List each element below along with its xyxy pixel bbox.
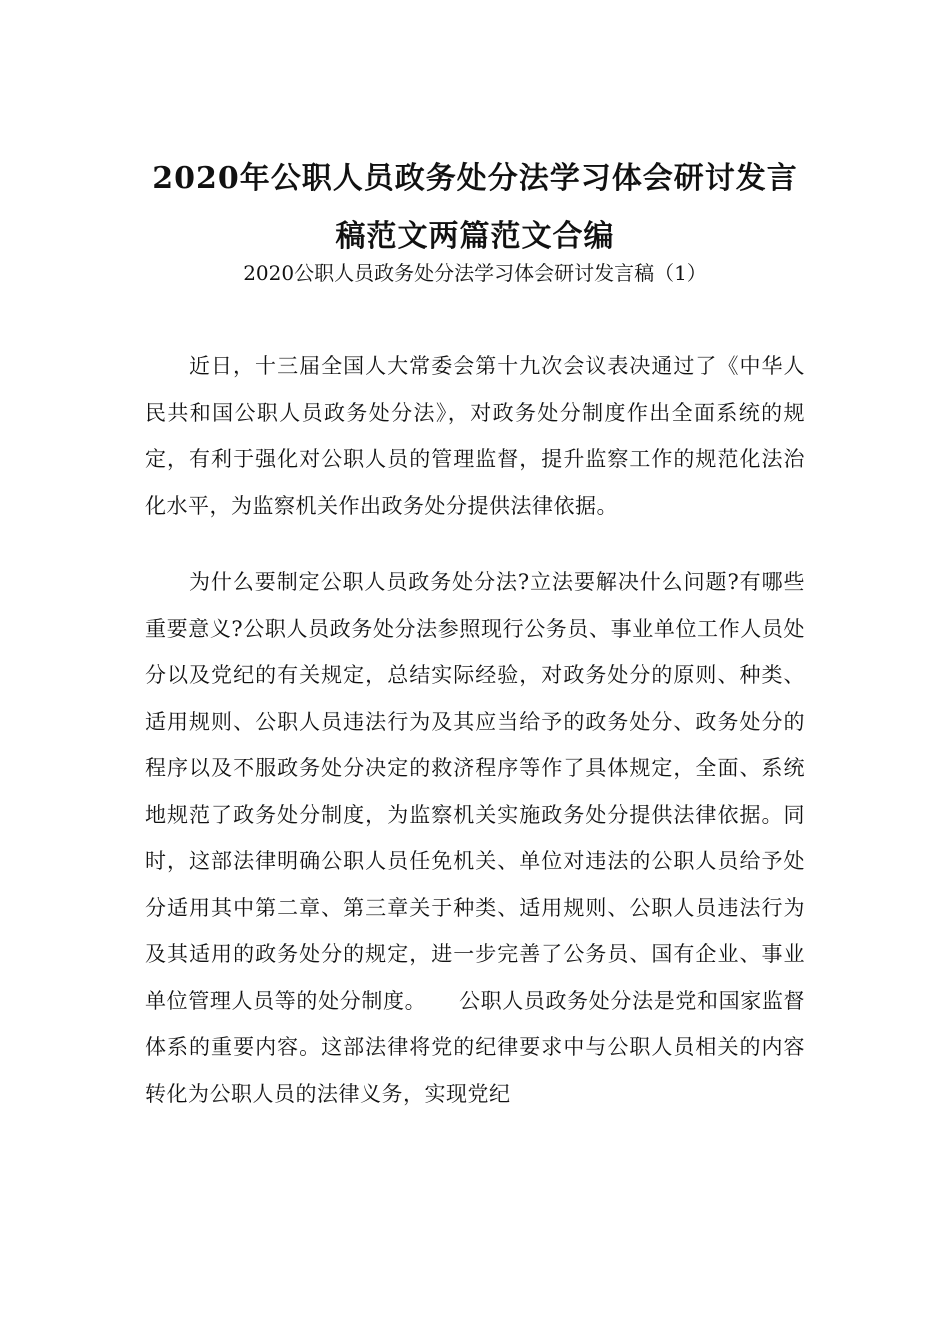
paragraph-2: 为什么要制定公职人员政务处分法?立法要解决什么问题?有哪些重要意义?公职人员政务处分法参照现行公务员、事业单位工作人员处分以及党纪的有关规定，总结实际经验，对政务处分的原则、种类、适用规则、公职人员违法行为及其应当给予的政务处分、政务处分的程序以及不服政务处分决定的救济程序等作了具体规定，全面、系统地规范了政务处分制度，为监察机关实施政务处分提供法律依据。同时，这部法律明确公职人员任免机关、单位对违法的公职人员给予处分适用其中第二章、第三章关于种类、适用规则、公职人员违法行为及其适用的政务处分的规定，进一步完善了公务员、国有企业、事业单位管理人员等的处分制度。 公职人员政务处分法是党和国家监督体系的重要内容。这部法律将党的纪律要求中与公职人员相关的内容转化为公职人员的法律义务，实现党纪 xyxy=(145,570,805,1106)
document-title: 2020年公职人员政务处分法学习体会研讨发言稿范文两篇范文合编 xyxy=(152,161,798,254)
document-subtitle: 2020公职人员政务处分法学习体会研讨发言稿（1） xyxy=(243,261,707,285)
paragraph-1: 近日，十三届全国人大常委会第十九次会议表决通过了《中华人民共和国公职人员政务处分法》，对政务处分制度作出全面系统的规定，有利于强化对公职人员的管理监督，提升监察工作的规范化法治化水平，为监察机关作出政务处分提供法律依据。 xyxy=(145,354,805,518)
